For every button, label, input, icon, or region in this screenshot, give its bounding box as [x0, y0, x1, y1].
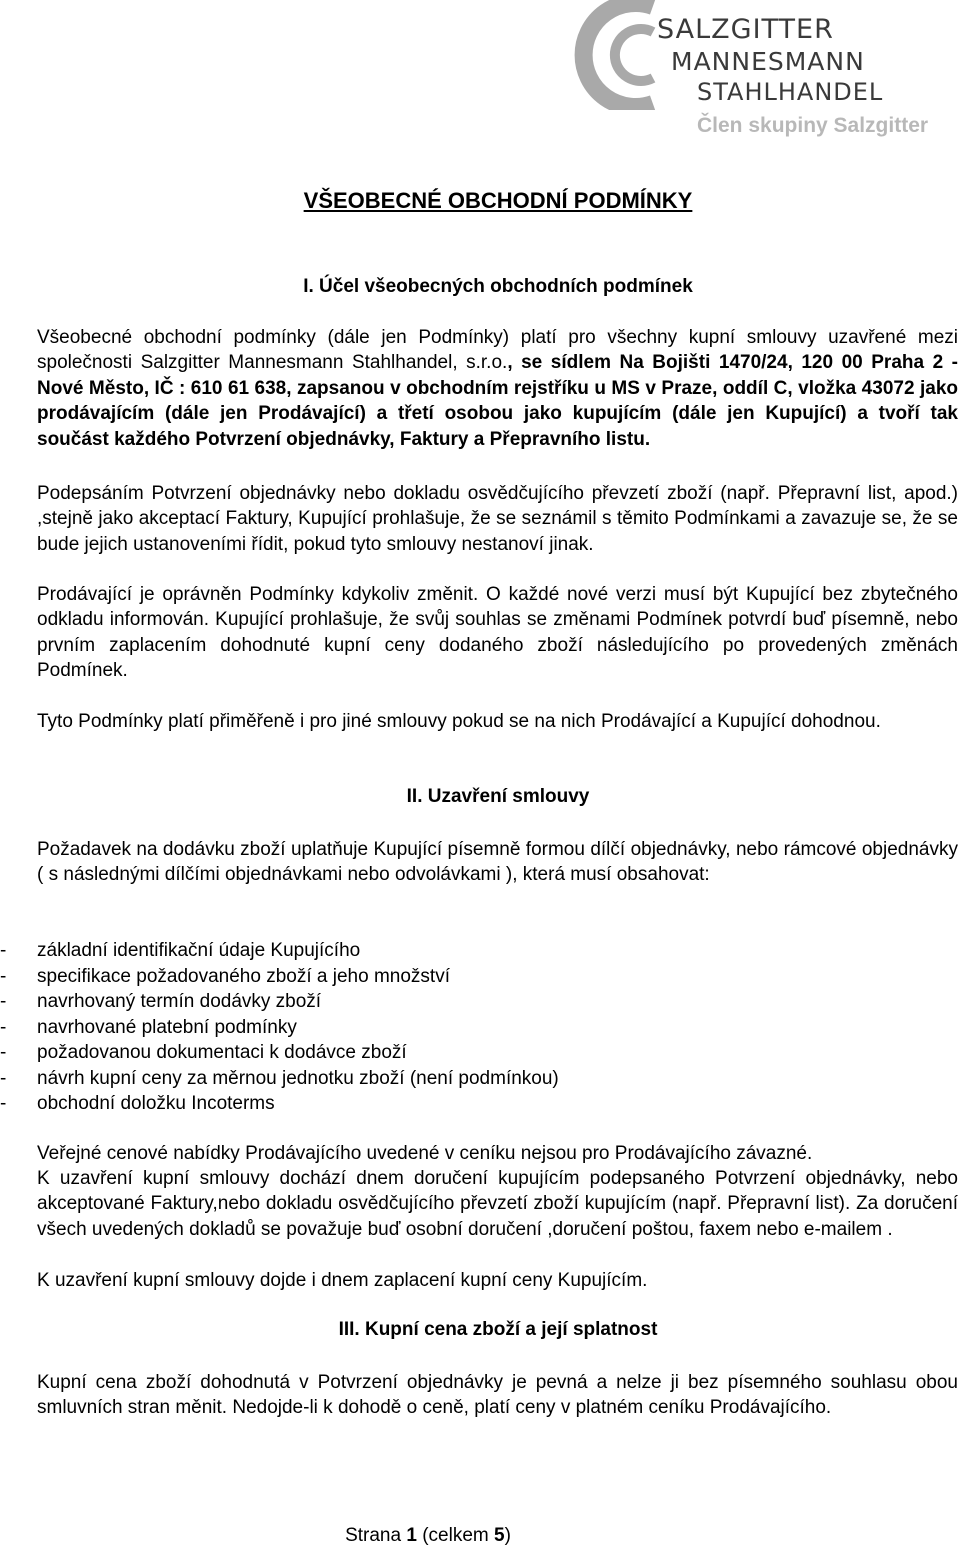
page-footer — [0, 1525, 856, 1547]
section-1-paragraph-2: Podepsáním Potvrzení objednávky nebo dokladu osvědčujícího převzetí zboží (např. Přepravní list, apod.) ,stejně jako akceptací Faktury, Kupující prohlašuje, že se seznámil s těmito Podmínkami a zavazuje se, že se bude jejich ustanoveními řídit, pokud tyto smlouvy nestanoví jinak. — [37, 483, 958, 555]
logo-line-2: MANNESMANN — [671, 47, 865, 76]
section-2-paragraph-1: Požadavek na dodávku zboží uplatňuje Kupující písemně formou dílčí objednávky, nebo rámcové objednávky ( s následnými dílčími objednávkami nebo odvolávkami ), která musí obsahovat: — [37, 839, 958, 886]
page-total: 5 — [494, 1525, 505, 1546]
list-item: - návrh kupní ceny za měrnou jednotku zboží (není podmínkou) — [0, 1067, 559, 1089]
section-2-paragraph-3: K uzavření kupní smlouvy dochází dnem doručení kupujícím podepsaného Potvrzení objednávky, nebo akceptované Faktury,nebo dokladu osvědčujícího převzetí zboží kupujícím (např. Přepravní list). Za doručení všech uvedených dokladů se považuje buď osobní doručení ,doručení poštou, faxem nebo e-mailem . — [37, 1168, 958, 1240]
section-3-paragraph-1: Kupní cena zboží dohodnutá v Potvrzení objednávky je pevná a nelze ji bez písemného souhlasu obou smluvních stran měnit. Nedojde-li k dohodě o ceně, platí ceny v platném ceníku Prodávajícího. — [37, 1372, 958, 1419]
list-item: - navrhované platební podmínky — [0, 1016, 297, 1038]
document-title: VŠEOBECNÉ OBCHODNÍ PODMÍNKY — [303, 188, 693, 213]
requirements-list — [0, 938, 960, 1117]
section-2-paragraph-2: Veřejné cenové nabídky Prodávajícího uvedené v ceníku nejsou pro Prodávajícího závazné. — [37, 1143, 813, 1164]
logo-line-3: STAHLHANDEL — [697, 78, 884, 106]
list-item: - specifikace požadovaného zboží a jeho množství — [0, 965, 450, 987]
logo-subtitle: Člen skupiny Salzgitter — [697, 114, 929, 137]
logo-arc-icon — [565, 0, 665, 110]
section-1-paragraph-4: Tyto Podmínky platí přiměřeně i pro jiné smlouvy pokud se na nich Prodávající a Kupující dohodnou. — [37, 711, 881, 732]
section-1-heading: I. Účel všeobecných obchodních podmínek — [303, 276, 693, 297]
section-2-paragraph-4: K uzavření kupní smlouvy dojde i dnem zaplacení kupní ceny Kupujícím. — [37, 1270, 648, 1291]
list-item: - základní identifikační údaje Kupujícího — [0, 940, 361, 961]
list-item: - obchodní doložku Incoterms — [0, 1093, 275, 1114]
company-address-text: , se sídlem Na Bojišti 1470/24, 120 00 Praha 2 - Nové Město, IČ : 610 61 638, zapsanou v obchodním rejstříku u MS v Praze, oddíl C, vložka 43072 jako prodávajícím (dále jen Prodávající) a třetí osobou jako kupujícím (dále jen Kupující) a tvoří tak součást každého Potvrzení objednávky, Faktury a Přepravního listu. — [37, 352, 958, 450]
logo-line-1: SALZGITTER — [657, 14, 834, 45]
footer-suffix: ) — [504, 1525, 511, 1546]
section-2-heading: II. Uzavření smlouvy — [406, 786, 590, 807]
company-name-text: Všeobecné obchodní podmínky (dále jen Podmínky) platí pro všechny kupní smlouvy uzavřené mezi společnosti Salzgitter Mannesmann Stahlhandel, s.r.o. — [37, 327, 958, 374]
footer-middle: (celkem — [416, 1525, 494, 1546]
footer-prefix: Strana — [345, 1525, 407, 1546]
section-1-paragraph-1 — [37, 325, 958, 452]
list-item: - požadovanou dokumentaci k dodávce zboží — [0, 1042, 407, 1063]
page-number: 1 — [406, 1525, 417, 1546]
list-item: - navrhovaný termín dodávky zboží — [0, 991, 322, 1012]
section-3-heading: III. Kupní cena zboží a její splatnost — [338, 1319, 658, 1340]
section-1-paragraph-3: Prodávající je oprávněn Podmínky kdykoliv změnit. O každé nové verzi musí být Kupující bez zbytečného odkladu informován. Kupující prohlašuje, že svůj souhlas se změnami Podmínek potvrdí buď písemně, nebo prvním zaplacením dohodnuté kupní ceny dodaného zboží následujícího po provedených změnách Podmínek. — [37, 584, 958, 682]
